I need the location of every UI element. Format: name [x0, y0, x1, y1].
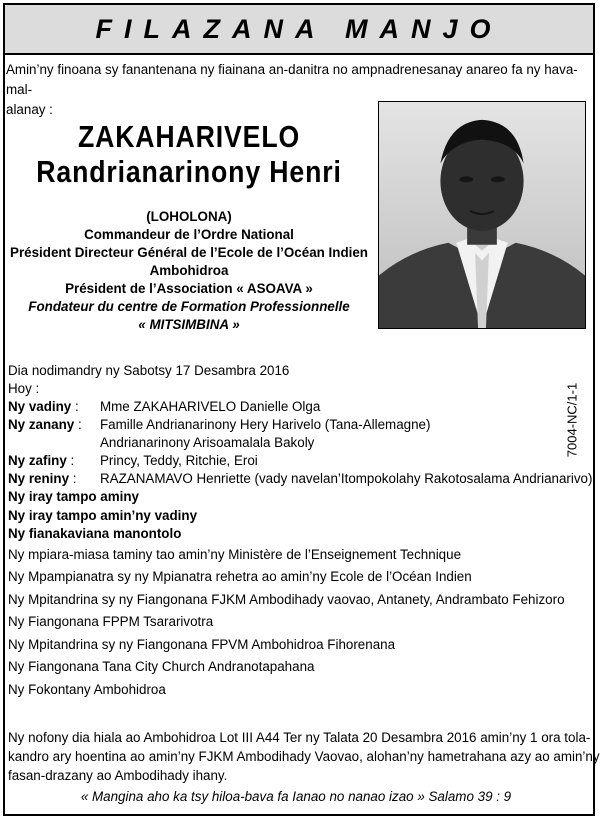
relative-value: Princy, Teddy, Ritchie, Eroi: [100, 453, 258, 468]
thanks-line: Ny Fokontany Ambohidroa: [8, 681, 166, 697]
deceased-given-names: Randrianarinony Henri: [36, 154, 342, 189]
relative-label: Ny zafiny: [8, 453, 67, 468]
title-line: Fondateur du centre de Formation Professionnelle: [28, 299, 350, 314]
thanks-line: Ny Mpampianatra sy ny Mpianatra rehetra ao amin’ny Ecole de l’Océan Indien: [8, 569, 472, 584]
relative-row: [8, 452, 583, 470]
notice-header: [5, 5, 593, 55]
relative-separator: :: [69, 471, 77, 486]
relative-label: Ny vadiny: [8, 399, 72, 414]
title-line: Commandeur de l’Ordre National: [84, 227, 294, 242]
thanks-line: Ny Fiangonana FPPM Tsararivotra: [8, 614, 214, 629]
notice-body: [8, 362, 593, 701]
family-line: Ny iray tampo aminy: [8, 489, 139, 504]
relative-value: RAZANAMAVO Henriette (vady navelan’Itompokolahy Rakotosalama Andrianarivo): [100, 471, 593, 486]
relative-separator: :: [71, 399, 79, 414]
thanks-line: Ny Mpitandrina sy ny Fiangonana FJKM Ambodihady vaovao, Antanety, Andrambato Fehizoro: [8, 591, 565, 607]
funeral-details: [8, 728, 600, 785]
title-line: Ambohidroa: [149, 263, 229, 278]
deceased-titles: [4, 208, 374, 334]
thanks-line: Ny Fiangonana Tana City Church Andranotapahana: [8, 659, 315, 674]
relative-row: [8, 434, 583, 452]
relative-separator: :: [66, 453, 75, 468]
title-line: Président de l’Association « ASOAVA »: [65, 281, 313, 296]
family-line: Ny iray tampo amin’ny vadiny: [8, 507, 198, 523]
notice-title: FILAZANA MANJO: [95, 13, 503, 44]
relative-row: [8, 416, 583, 434]
deceased-surname: ZAKAHARIVELO: [77, 119, 301, 154]
funeral-line: kandro ary hoentina ao amin’ny FJKM Ambodihady Vaovao, alohan’ny hametrahana azy ao amin’ny: [8, 749, 600, 764]
ad-reference-text: 7004-NC/1-1: [564, 382, 580, 458]
family-line: Ny fianakaviana manontolo: [8, 526, 182, 541]
death-date: Dia nodimandry ny Sabotsy 17 Desambra 2016: [8, 363, 290, 378]
funeral-line: Ny nofony dia hiala ao Ambohidroa Lot III A44 Ter ny Talata 20 Desambra 2016 amin’ny 1 ora tola-: [8, 730, 591, 745]
title-line: Président Directeur Général de l’Ecole de l’Océan Indien: [10, 245, 368, 260]
thanks-line: Ny Mpitandrina sy ny Fiangonana FPVM Ambohidroa Fihorenana: [8, 636, 396, 652]
portrait-photo: [378, 101, 586, 329]
relative-value: Famille Andrianarinony Hery Harivelo (Tana-Allemagne): [100, 417, 431, 432]
relative-separator: :: [74, 417, 82, 432]
relative-label: Ny zanany: [8, 417, 75, 432]
intro-line-1: Amin’ny finoana sy fanantenana ny fiainana an-danitra no ampnadrenesanay anareo fa ny hava-mal-: [6, 62, 578, 97]
relative-row: [8, 398, 583, 416]
deceased-name: [4, 120, 374, 190]
title-line: (LOHOLONA): [146, 209, 232, 224]
bible-verse: « Mangina aho ka tsy hiloa-bava fa Ianao no nanao izao » Salamo 39 : 9: [80, 789, 512, 804]
hoy-label: Hoy :: [8, 381, 40, 396]
intro-line-2: alanay :: [6, 102, 53, 117]
relative-value: Andrianarinony Arisoamalala Bakoly: [100, 435, 315, 450]
title-line: « MITSIMBINA »: [138, 317, 240, 332]
thanks-line: Ny mpiara-miasa taminy tao amin’ny Ministère de l’Enseignement Technique: [8, 546, 462, 562]
relative-row: [8, 470, 593, 488]
funeral-line: fasan-drazany ao Ambodihady ihany.: [8, 768, 228, 783]
relative-label: Ny reniny: [8, 471, 70, 486]
relative-value: Mme ZAKAHARIVELO Danielle Olga: [100, 399, 321, 414]
